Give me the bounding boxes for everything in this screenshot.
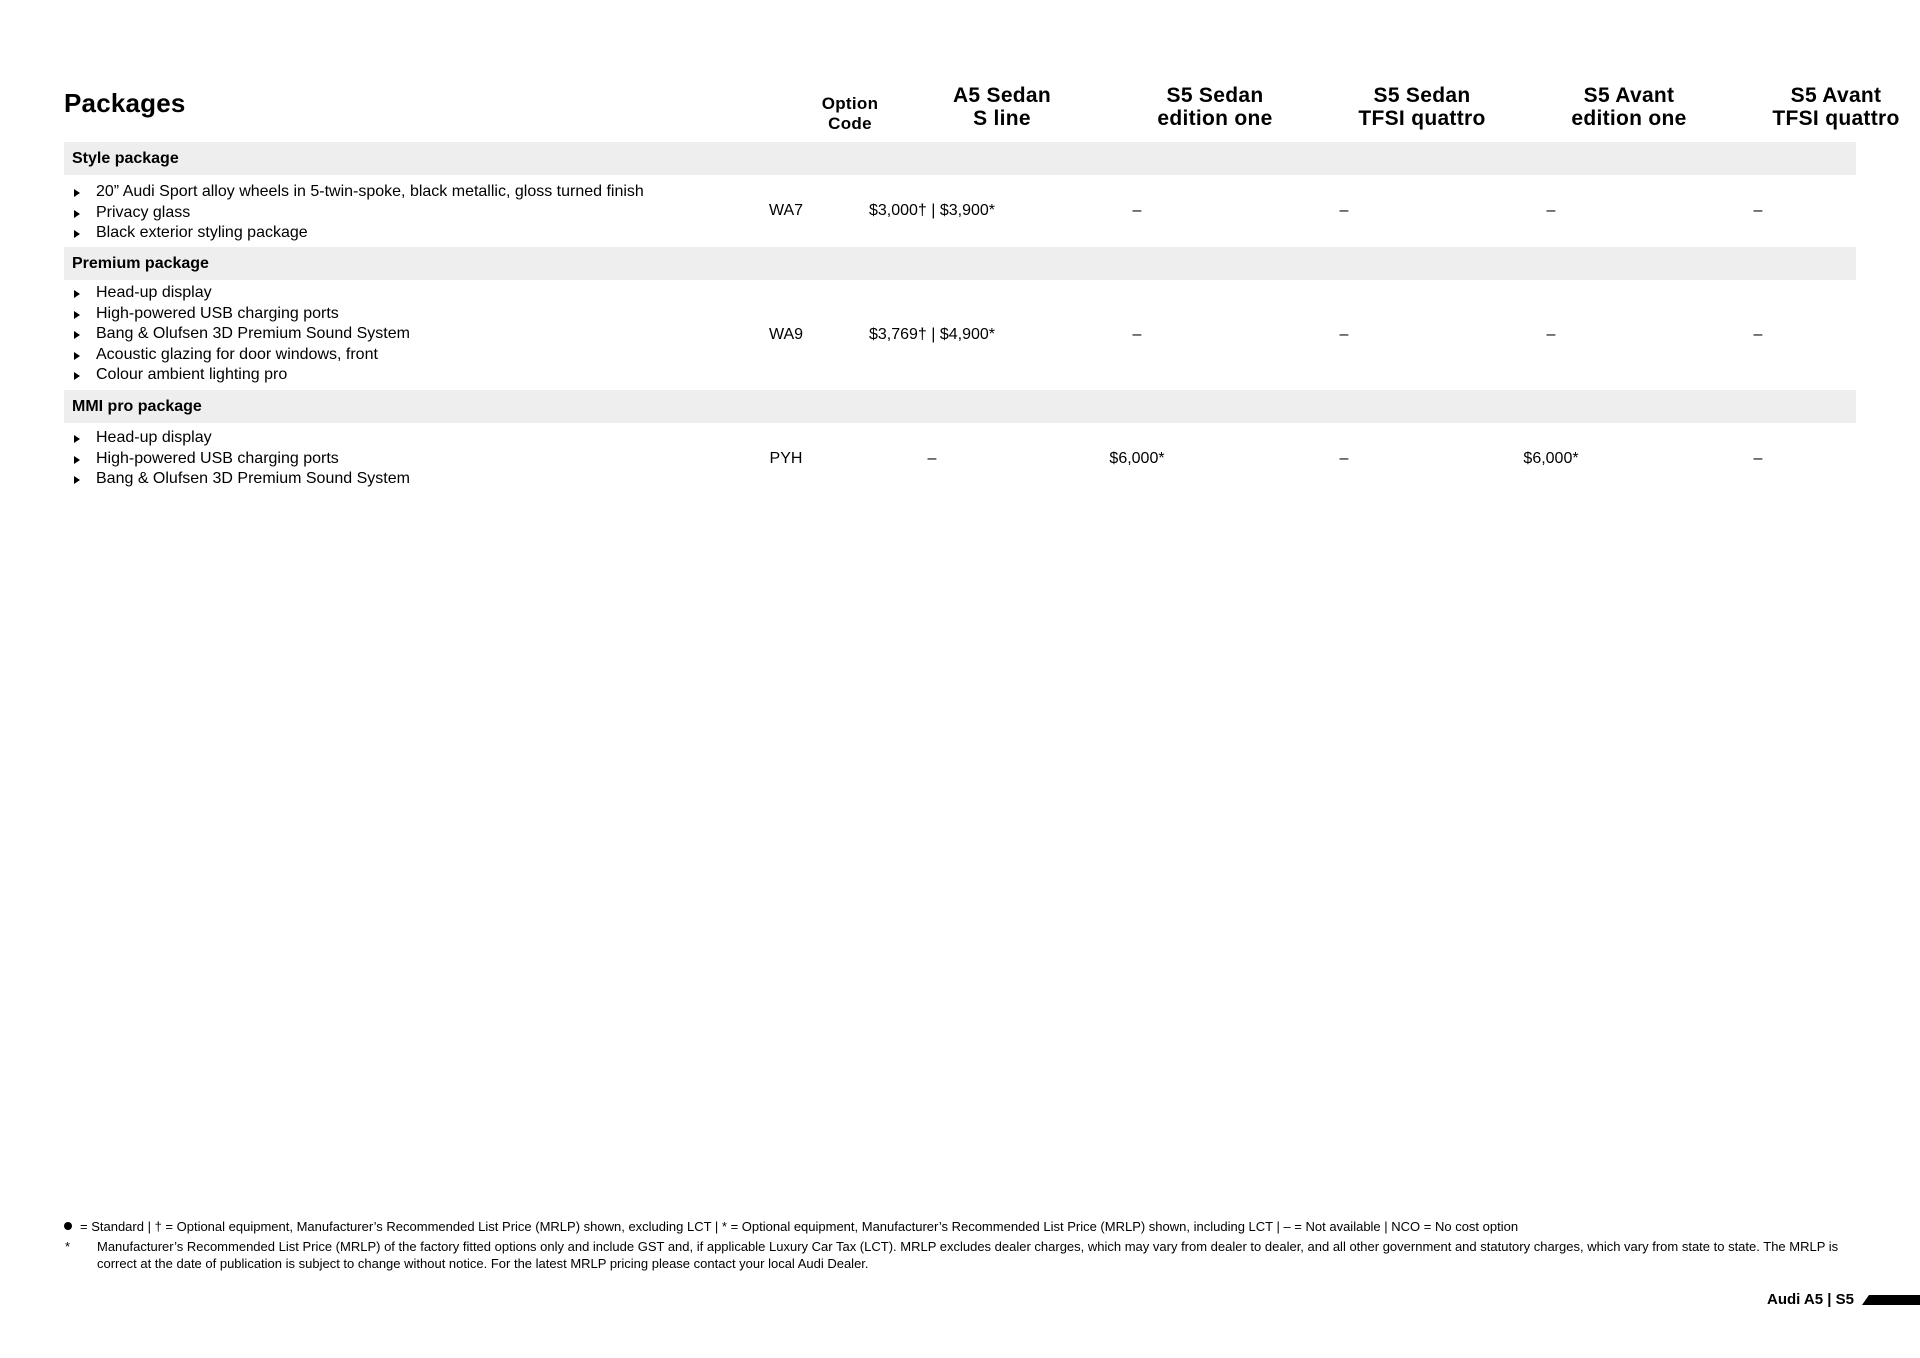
bullet-triangle-icon xyxy=(74,331,80,339)
col-line: S5 Sedan xyxy=(1166,84,1264,107)
price-cell: – xyxy=(1339,326,1349,343)
bullet-triangle-icon xyxy=(74,352,80,360)
price-cell: – xyxy=(1339,450,1349,467)
bullet-triangle-icon xyxy=(74,189,80,197)
price-cell: – xyxy=(1132,202,1142,219)
price-cell: $6,000* xyxy=(1523,450,1579,467)
feature-text: Bang & Olufsen 3D Premium Sound System xyxy=(96,325,410,342)
asterisk-mark: * xyxy=(65,1239,71,1254)
option-code: WA9 xyxy=(768,326,804,343)
bullet-triangle-icon xyxy=(74,290,80,298)
disclaimer-note xyxy=(64,1238,1854,1272)
table-row xyxy=(64,423,1856,495)
section-heading-mmi-pro-package: MMI pro package xyxy=(64,390,1856,423)
col-s5-avant-tfsi-quattro xyxy=(1746,84,1920,130)
feature-text: Head-up display xyxy=(96,429,212,446)
col-s5-sedan-edition-one xyxy=(1125,84,1305,130)
feature-list xyxy=(64,423,1856,490)
col-line: TFSI quattro xyxy=(1772,107,1900,130)
col-line: A5 Sedan xyxy=(952,84,1052,107)
price-cell: – xyxy=(1753,450,1763,467)
col-s5-avant-edition-one xyxy=(1539,84,1719,130)
price-cell: – xyxy=(1546,202,1556,219)
page-footer xyxy=(1620,1290,1920,1312)
bullet-triangle-icon xyxy=(74,210,80,218)
bullet-triangle-icon xyxy=(74,230,80,238)
col-line: S5 Sedan xyxy=(1373,84,1471,107)
col-line: S line xyxy=(973,107,1031,130)
feature-text: High-powered USB charging ports xyxy=(96,304,339,322)
list-item xyxy=(72,223,1856,244)
list-item xyxy=(72,428,1856,449)
list-item xyxy=(72,365,1856,386)
feature-text: Colour ambient lighting pro xyxy=(96,366,288,383)
col-line: Option xyxy=(821,94,879,113)
col-line: edition one xyxy=(1571,107,1687,130)
price-cell: – xyxy=(1753,326,1763,343)
col-line: edition one xyxy=(1157,107,1273,130)
footer-accent-bar xyxy=(1862,1295,1920,1305)
list-item xyxy=(72,469,1856,490)
col-s5-sedan-tfsi-quattro xyxy=(1332,84,1512,130)
price-cell: – xyxy=(1753,202,1763,219)
feature-text: High-powered USB charging ports xyxy=(96,449,339,467)
feature-text: Bang & Olufsen 3D Premium Sound System xyxy=(96,470,410,487)
col-option-code xyxy=(786,94,914,134)
list-item xyxy=(72,182,1856,203)
packages-table xyxy=(64,142,1856,495)
disclaimer-text: Manufacturer’s Recommended List Price (MRLP) of the factory fitted options only and include GST and, if applicable Luxury Car Tax (LCT). MRLP excludes dealer charges, which may vary from dealer to dealer, and all other government and statutory charges, which vary from state to state. The MRLP is correct at the date of publication is subject to change without notice. For the latest MRLP pricing please contact your local Audi Dealer. xyxy=(97,1239,1839,1271)
list-item xyxy=(72,449,1856,470)
section-heading-premium-package: Premium package xyxy=(64,247,1856,280)
col-line: Code xyxy=(828,114,872,133)
standard-dot-icon xyxy=(64,1222,72,1230)
section-heading-style-package: Style package xyxy=(64,142,1856,175)
footnotes xyxy=(64,1218,1854,1272)
price-cell: – xyxy=(1339,202,1349,219)
price-cell: – xyxy=(1132,326,1142,343)
bullet-triangle-icon xyxy=(74,372,80,380)
table-header xyxy=(64,78,1900,140)
feature-text: Acoustic glazing for door windows, front xyxy=(96,345,378,363)
price-cell: – xyxy=(1546,326,1556,343)
bullet-triangle-icon xyxy=(74,456,80,464)
col-line: TFSI quattro xyxy=(1358,107,1486,130)
page-title: Packages xyxy=(64,88,186,118)
price-cell: $6,000* xyxy=(1109,450,1165,467)
price-cell: $3,000† | $3,900* xyxy=(868,202,996,219)
price-cell: – xyxy=(927,450,937,467)
list-item xyxy=(72,345,1856,366)
col-line: S5 Avant xyxy=(1583,84,1675,107)
feature-text: 20” Audi Sport alloy wheels in 5-twin-spoke, black metallic, gloss turned finish xyxy=(96,183,644,200)
table-row xyxy=(64,280,1856,390)
col-a5-sedan-s-line xyxy=(922,84,1082,130)
feature-text: Black exterior styling package xyxy=(96,224,308,241)
legend-note xyxy=(64,1218,1854,1235)
bullet-triangle-icon xyxy=(74,435,80,443)
option-code: PYH xyxy=(769,450,803,467)
feature-text: Head-up display xyxy=(96,284,212,301)
feature-text: Privacy glass xyxy=(96,203,191,221)
table-row xyxy=(64,175,1856,247)
legend-text: = Standard | † = Optional equipment, Manufacturer’s Recommended List Price (MRLP) shown, excluding LCT | * = Optional equipment, Manufacturer’s Recommended List Price (MRLP) shown, including LCT | – = Not available | NCO = No cost option xyxy=(80,1219,1519,1234)
col-line: S5 Avant xyxy=(1790,84,1882,107)
option-code: WA7 xyxy=(768,202,804,219)
list-item xyxy=(72,304,1856,325)
page-label: Audi A5 | S5 xyxy=(1767,1291,1854,1308)
price-cell: $3,769† | $4,900* xyxy=(868,326,996,343)
bullet-triangle-icon xyxy=(74,311,80,319)
bullet-triangle-icon xyxy=(74,476,80,484)
list-item xyxy=(72,283,1856,304)
